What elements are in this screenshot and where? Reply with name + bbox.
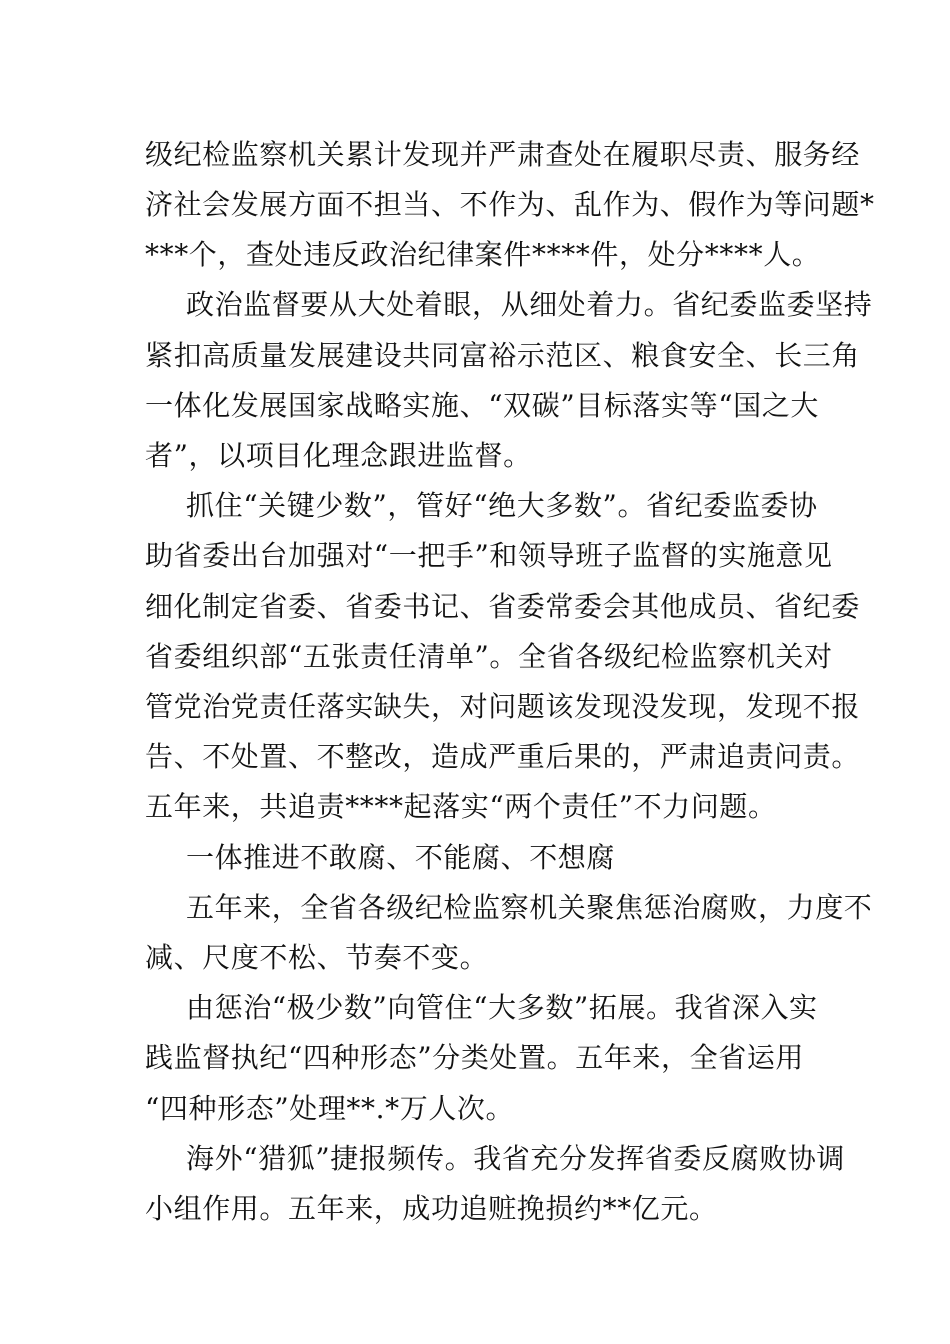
text-line: 五年来，共追责****起落实“两个责任”不力问题。 <box>145 790 777 823</box>
text-line: 省委组织部“五张责任清单”。全省各级纪检监察机关对 <box>145 640 833 673</box>
text-line: 践监督执纪“四种形态”分类处置。五年来，全省运用 <box>145 1041 805 1074</box>
text-line: 减、尺度不松、节奏不变。 <box>145 941 489 974</box>
section-heading: 一体推进不敢腐、不能腐、不想腐 <box>186 841 616 874</box>
text-line: 告、不处置、不整改，造成严重后果的，严肃追责问责。 <box>145 740 861 773</box>
paragraph-start-line: 海外“猎狐”捷报频传。我省充分发挥省委反腐败协调 <box>186 1142 846 1175</box>
text-line: 一体化发展国家战略实施、“双碳”目标落实等“国之大 <box>145 389 819 422</box>
text-line: ***个，查处违反政治纪律案件****件，处分****人。 <box>145 238 821 271</box>
text-line: 小组作用。五年来，成功追赃挽损约**亿元。 <box>145 1192 718 1225</box>
text-line: 紧扣高质量发展建设共同富裕示范区、粮食安全、长三角 <box>145 339 861 372</box>
paragraph-start-line: 政治监督要从大处着眼，从细处着力。省纪委监委坚持 <box>186 288 873 321</box>
text-line: “四种形态”处理**.*万人次。 <box>145 1092 515 1125</box>
text-line: 级纪检监察机关累计发现并严肃查处在履职尽责、服务经 <box>145 138 861 171</box>
text-line: 管党治党责任落实缺失，对问题该发现没发现，发现不报 <box>145 690 861 723</box>
paragraph-start-line: 由惩治“极少数”向管住“大多数”拓展。我省深入实 <box>186 991 818 1024</box>
text-line: 者”，以项目化理念跟进监督。 <box>145 439 532 472</box>
paragraph-start-line: 五年来，全省各级纪检监察机关聚焦惩治腐败，力度不 <box>186 891 873 924</box>
paragraph-start-line: 抓住“关键少数”，管好“绝大多数”。省纪委监委协 <box>186 489 818 522</box>
text-line: 助省委出台加强对“一把手”和领导班子监督的实施意见 <box>145 539 833 572</box>
text-line: 济社会发展方面不担当、不作为、乱作为、假作为等问题* <box>145 188 875 221</box>
text-line: 细化制定省委、省委书记、省委常委会其他成员、省纪委 <box>145 590 861 623</box>
